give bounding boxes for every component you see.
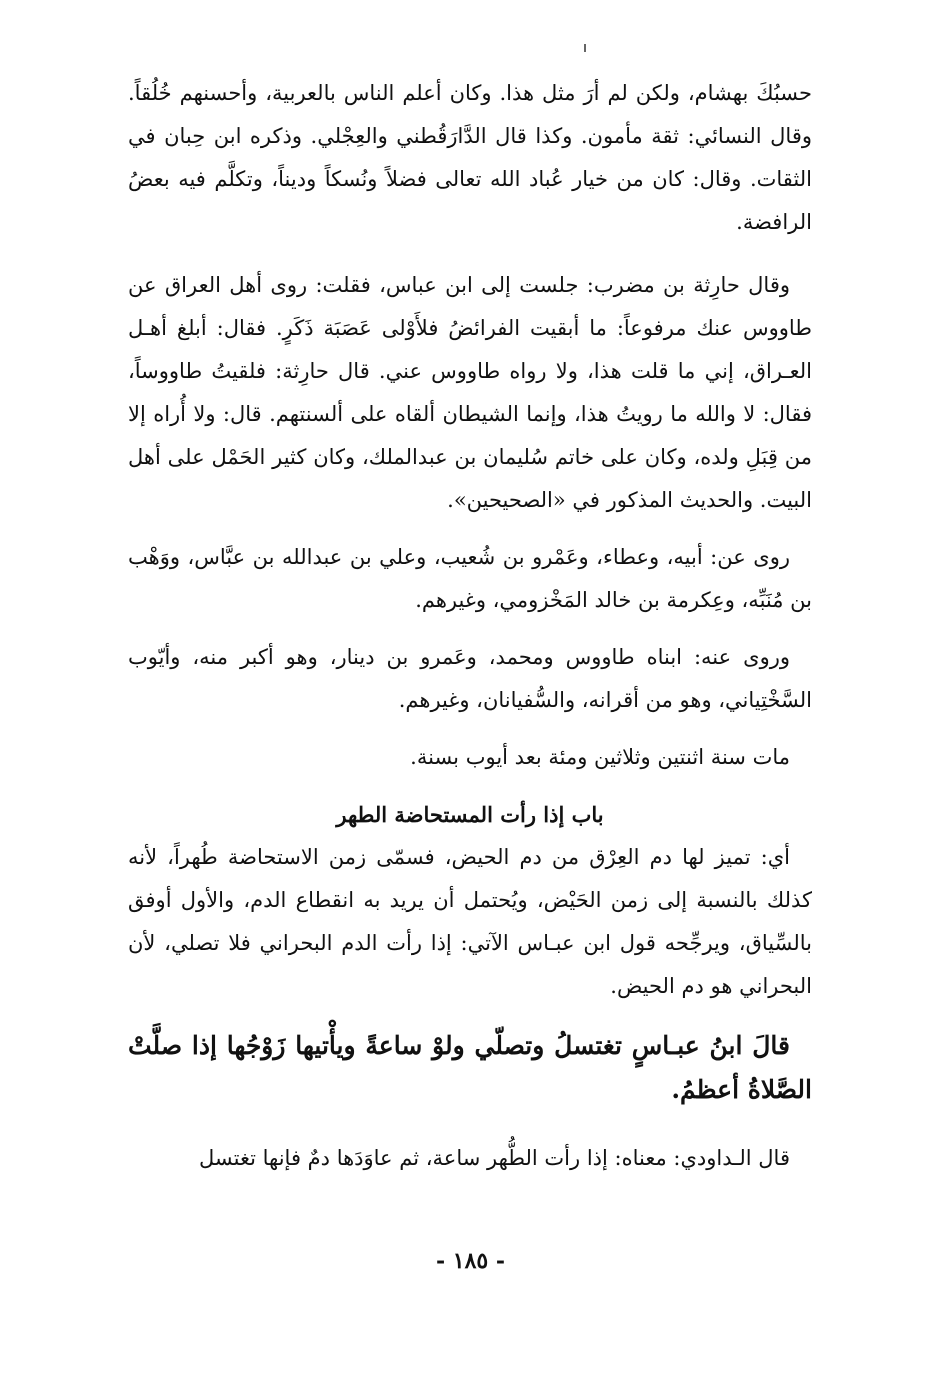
hadith-text: قالَ ابنُ عبـاسٍ تغتسلُ وتصلّي ولوْ ساعةً ويأْتيها زَوْجُها إذا صلَّتْ الصَّلاةُ أعظمُ. bbox=[128, 1031, 812, 1104]
page-body bbox=[128, 72, 812, 1180]
paragraph-narrated-by: وروى عنه: ابناه طاووس ومحمد، وعَمرو بن دينار، وهو أكبر منه، وأيّوب السَّخْتِياني، وهو من أقرانه، والسُّفيانان، وغيرهم. bbox=[128, 645, 812, 712]
paragraph-biography-end: حسبُكَ بهشام، ولكن لم أرَ مثل هذا. وكان أعلم الناس بالعربية، وأحسنهم خُلُقاً. وقال النسائي: ثقة مأمون. وكذا قال الدَّارَقُطني والعِجْلي. وذكره ابن حِبان في الثقات. وقال: كان من خيار عُباد الله تعالى فضلاً ونُسكاً وديناً، وتكلَّم فيه بعضُ الرافضة. bbox=[128, 81, 812, 234]
paragraph-commentary: قال الـداودي: معناه: إذا رأت الطُّهر ساعة، ثم عاوَدَها دمٌ فإنها تغتسل bbox=[199, 1146, 790, 1170]
page-number: - ١٨٥ - bbox=[435, 1248, 506, 1274]
paragraph-haritha-narration: وقال حارِثة بن مضرب: جلست إلى ابن عباس، فقلت: روى أهل العراق عن طاووس عنك مرفوعاً: ما أبقيت الفرائضُ فلأَوْلى عَصَبَة ذَكَرٍ. فقال: أبلغ أهـل العـراق، إني ما قلت هذا، ولا رواه طاووس عني. قال حارِثة: فلقيتُ طاووساً، فقال: لا والله ما رويتُ هذا، وإنما الشيطان ألقاه على ألسنتهم. قال: ولا أُراه إلا من قِبَلِ ولده، وكان على خاتم سُليمان بن عبدالملك، وكان كثير الحَمْل على أهل البيت. والحديث المذكور في «الصحيحين». bbox=[128, 273, 812, 512]
chapter-heading: باب إذا رأت المستحاضة الطهر bbox=[336, 802, 604, 827]
paragraph-narrated-from: روى عن: أبيه، وعطاء، وعَمْرو بن شُعيب، وعلي بن عبدالله بن عبَّاس، ووَهْب بن مُنَبِّه، وعِكرمة بن خالد المَخْزومي، وغيرهم. bbox=[128, 545, 812, 612]
paragraph-explanation: أي: تميز لها دم العِرْق من دم الحيض، فسمّى زمن الاستحاضة طُهراً، لأنه كذلك بالنسبة إلى زمن الحَيْض، ويُحتمل أن يريد به انقطاع الدم، والأول أوفق بالسِّياق، ويرجِّحه قول ابن عبـاس الآتي: إذا رأت الدم البحراني فلا تصلي، لأن البحراني هو دم الحيض. bbox=[128, 845, 812, 998]
paragraph-death: مات سنة اثنتين وثلاثين ومئة بعد أيوب بسنة. bbox=[410, 745, 790, 769]
scan-mark bbox=[584, 44, 586, 52]
